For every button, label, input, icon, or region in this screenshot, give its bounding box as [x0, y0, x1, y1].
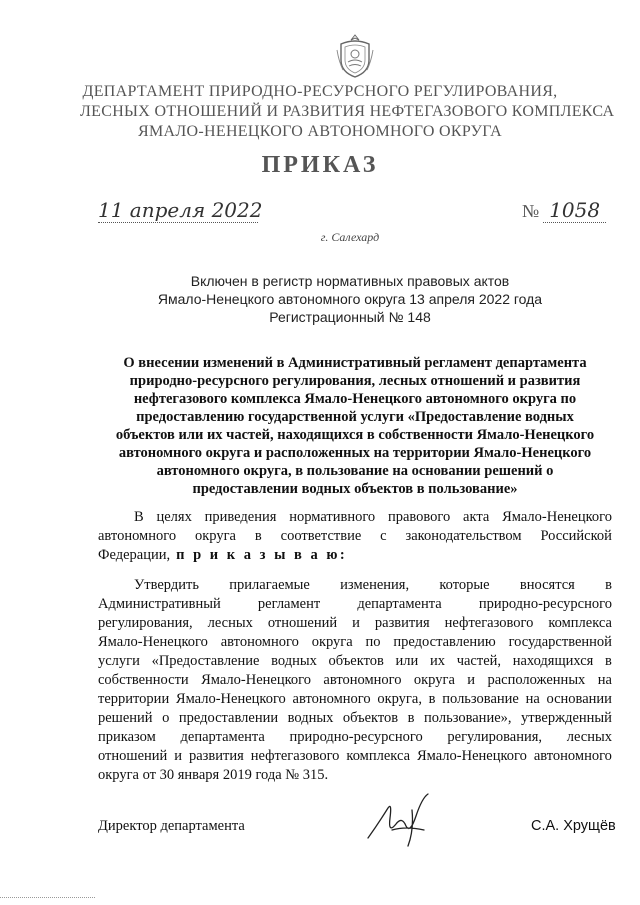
department-line-2: ЛЕСНЫХ ОТНОШЕНИЙ И РАЗВИТИЯ НЕФТЕГАЗОВОГО КОМПЛЕКСА [80, 103, 615, 120]
title-line: предоставлению государственной услуги «Предоставление водных [136, 409, 574, 425]
city-label: г. Салехард [320, 230, 380, 244]
word: вносятся [519, 577, 575, 593]
word: нефтегазового [250, 748, 340, 764]
order-last-text: округа от 30 января 2019 года № 315. [98, 767, 329, 783]
word: и [174, 748, 183, 764]
word: автономного [98, 528, 177, 544]
word: автономного [323, 672, 402, 688]
word: округа [194, 528, 236, 544]
word: приказом [98, 729, 156, 745]
word: нефтегазового [444, 615, 534, 631]
order-paragraph [98, 576, 612, 785]
department-line-3: ЯМАЛО-НЕНЕЦКОГО АВТОНОМНОГО ОКРУГА [138, 123, 502, 140]
word: водных [271, 653, 317, 669]
word: услуги [98, 653, 140, 669]
word: отношений [267, 615, 338, 631]
title-line: О внесении изменений в Административный регламент департамента [123, 355, 587, 371]
department-line-1: ДЕПАРТАМЕНТ ПРИРОДНО-РЕСУРСНОГО РЕГУЛИРОВАНИЯ, [82, 83, 558, 100]
title-line: природно-ресурсного регулирования, лесных отношений и развития [129, 373, 581, 389]
word: в [428, 691, 436, 707]
word: и [352, 615, 360, 631]
word: В [134, 509, 144, 525]
registration-note [110, 272, 590, 326]
word: «Предоставление [151, 653, 260, 669]
number-sign: № [522, 201, 540, 221]
word: развития [374, 615, 430, 631]
justified-line [98, 527, 612, 546]
last-line [98, 546, 612, 565]
word: в [605, 577, 612, 593]
justified-line [98, 614, 612, 633]
word: объектов [328, 653, 384, 669]
word: или [395, 653, 419, 669]
word: округа, [377, 691, 422, 707]
word: комплекса [548, 615, 612, 631]
order-number [522, 198, 612, 222]
word: государственной [508, 634, 612, 650]
word: Ямало-Ненецкого [416, 748, 527, 764]
word: Ямало-Ненецкого [98, 634, 208, 650]
justified-line [98, 508, 612, 527]
justified-line [98, 595, 612, 614]
registration-line-1: Включен в регистр нормативных правовых актов [190, 273, 510, 289]
justified-line [98, 576, 612, 595]
word: автономного [292, 691, 371, 707]
word: расположенных [487, 672, 586, 688]
word: территории [98, 691, 170, 707]
last-line [98, 766, 612, 785]
word: объектов [342, 710, 399, 726]
word: находящихся [512, 653, 594, 669]
title-line: автономного округа, в пользование на основании решений о [156, 463, 554, 479]
word: правового [387, 509, 451, 525]
word: по [365, 634, 381, 650]
word: комплекса [346, 748, 411, 764]
order-title [100, 354, 610, 498]
word: на [597, 672, 612, 688]
word: частей, [456, 653, 502, 669]
word: утвержденный [521, 710, 612, 726]
word: автономного [533, 748, 612, 764]
justified-line [98, 728, 612, 747]
word: округа [311, 634, 353, 650]
justified-line [98, 633, 612, 652]
word: департамента [357, 596, 442, 612]
word: регулирования, [98, 615, 193, 631]
word: собственности [98, 672, 189, 688]
preamble-text: Федерации, [98, 547, 171, 563]
word: в [254, 528, 262, 544]
word: Ямало-Ненецкого [502, 509, 612, 525]
word: развития [189, 748, 244, 764]
handwritten-number: 1058 [543, 198, 606, 223]
word: соответствие [280, 528, 362, 544]
word: приведения [204, 509, 277, 525]
word: регулирования, [447, 729, 543, 745]
word: Ямало-Ненецкого [175, 691, 286, 707]
title-line: объектов или их частей, находящихся в собственности Ямало-Ненецкого [115, 427, 595, 443]
handwritten-signature [362, 790, 442, 850]
word: отношений [98, 748, 168, 764]
title-line: нефтегазового комплекса Ямало-Ненецкого автономного округа по [133, 391, 577, 407]
signatory-name: С.А. Хрущёв [531, 818, 616, 834]
justified-line [98, 652, 612, 671]
justified-line [98, 690, 612, 709]
word: пользование», [424, 710, 512, 726]
coat-of-arms-emblem [333, 32, 377, 80]
word: природно-ресурсного [478, 596, 612, 612]
preamble-paragraph [98, 508, 612, 565]
word: лесных [566, 729, 612, 745]
footer-dotted-line [0, 897, 95, 898]
word: лесных [207, 615, 253, 631]
signatory-position: Директор департамента [98, 818, 245, 834]
word: в [407, 710, 415, 726]
word: на [525, 691, 540, 707]
registration-line-3: Регистрационный № 148 [269, 309, 431, 325]
word: Российской [540, 528, 612, 544]
word: изменения, [340, 577, 410, 593]
word: акта [463, 509, 490, 525]
word: автономного [220, 634, 299, 650]
word: округа [413, 672, 455, 688]
word: предоставлении [178, 710, 279, 726]
word: основании [546, 691, 612, 707]
document-heading: ПРИКАЗ [261, 152, 379, 178]
word: законодательством [405, 528, 522, 544]
department-header [80, 82, 615, 142]
word: целях [156, 509, 192, 525]
word: о [162, 710, 170, 726]
word: которые [439, 577, 490, 593]
justified-line [98, 671, 612, 690]
word: в [605, 653, 612, 669]
registration-line-2: Ямало-Ненецкого автономного округа 13 апреля 2022 года [157, 291, 543, 307]
justified-line [98, 709, 612, 728]
word: предоставлению [393, 634, 496, 650]
word: Утвердить [134, 577, 199, 593]
word: прилагаемые [229, 577, 310, 593]
title-line: предоставлении водных объектов в пользование» [192, 481, 518, 497]
justified-line [98, 747, 612, 766]
title-line: автономного округа и расположенных на территории Ямало-Ненецкого [118, 445, 592, 461]
word: регламент [257, 596, 321, 612]
word: Административный [98, 596, 221, 612]
word: департамента [180, 729, 265, 745]
word: с [380, 528, 387, 544]
word: Ямало-Ненецкого [201, 672, 311, 688]
word: решений [98, 710, 153, 726]
word: водных [287, 710, 334, 726]
word: природно-ресурсного [289, 729, 423, 745]
word: пользование [442, 691, 519, 707]
order-verb: п р и к а з ы в а ю: [176, 547, 348, 563]
handwritten-date: 11 апреля 2022 [98, 198, 263, 222]
word: нормативного [289, 509, 376, 525]
word: и [467, 672, 476, 688]
word: их [429, 653, 445, 669]
